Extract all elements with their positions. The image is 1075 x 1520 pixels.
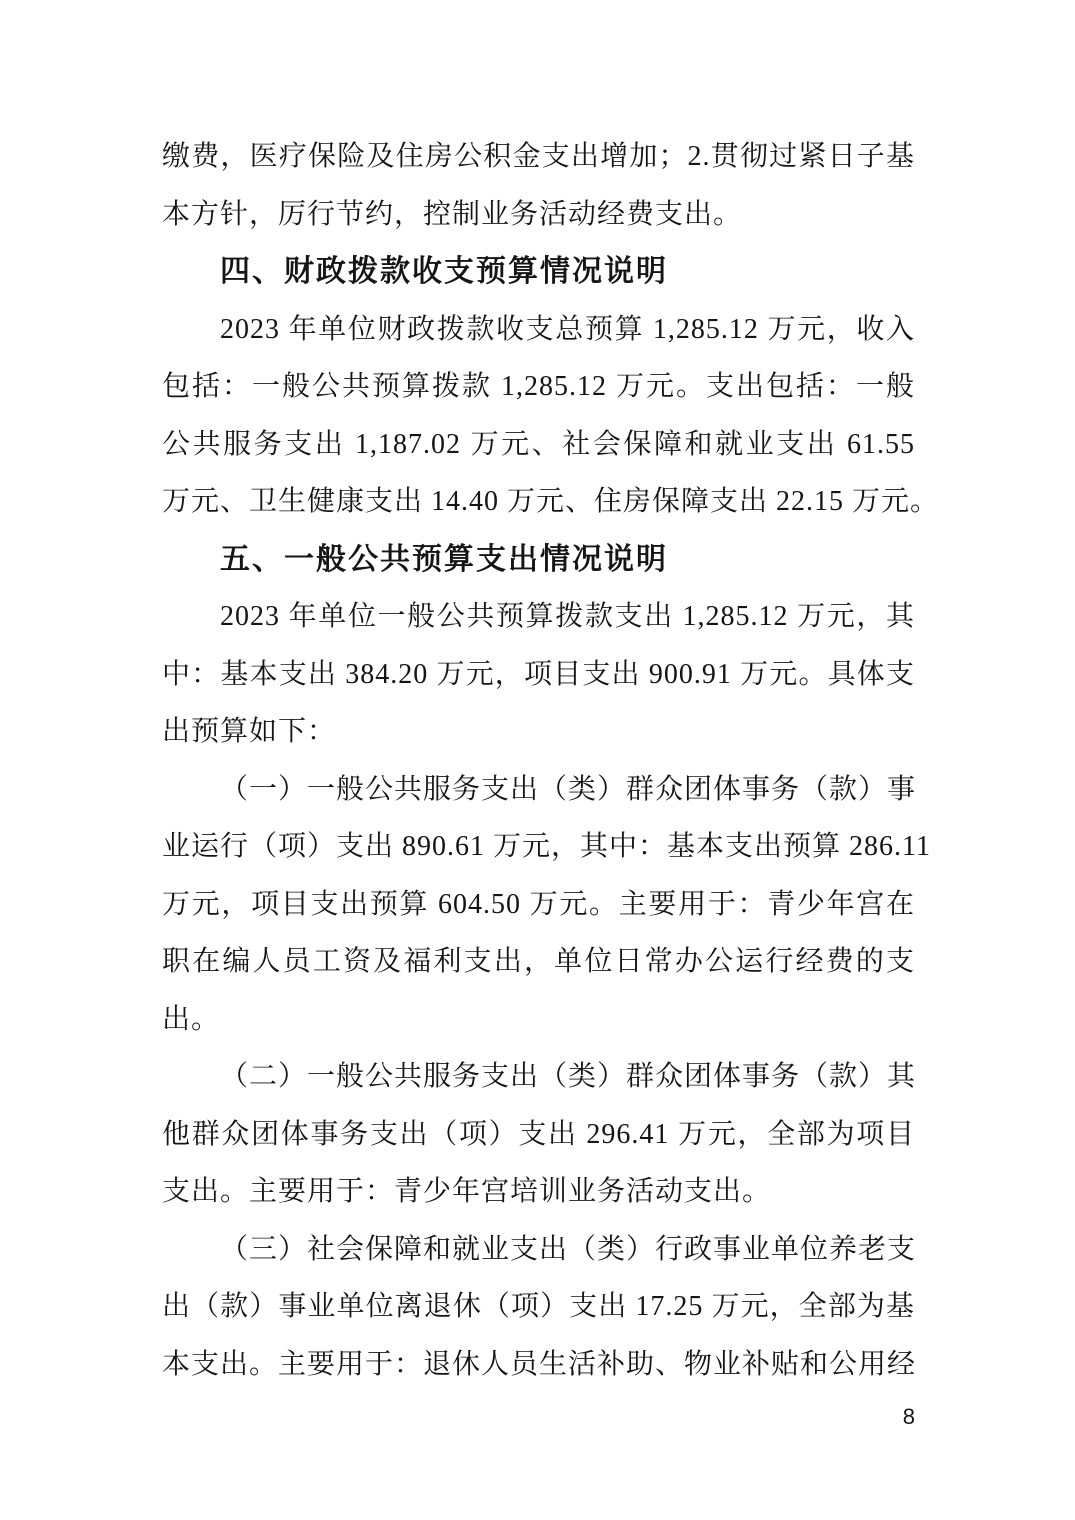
text-line: 万元，项目支出预算 604.50 万元。主要用于：青少年宫在 (162, 888, 915, 920)
page-number: 8 (902, 1404, 915, 1429)
document-body (162, 128, 940, 1393)
text-line: 包括：一般公共预算拨款 1,285.12 万元。支出包括：一般 (162, 371, 915, 402)
text-line: 2023 年单位一般公共预算拨款支出 1,285.12 万元，其 (220, 601, 915, 632)
text-line: 中：基本支出 384.20 万元，项目支出 900.91 万元。具体支 (162, 658, 915, 690)
section-heading: 五、一般公共预算支出情况说明 (220, 542, 668, 576)
text-line: 2023 年单位财政拨款收支总预算 1,285.12 万元，收入 (220, 313, 915, 345)
text-line: 支出。主要用于：青少年宫培训业务活动支出。 (162, 1176, 772, 1207)
text-line: 出（款）事业单位离退休（项）支出 17.25 万元，全部为基 (162, 1291, 915, 1322)
text-line: 本支出。主要用于：退休人员生活补助、物业补贴和公用经 (162, 1348, 917, 1380)
text-line: 业运行（项）支出 890.61 万元，其中：基本支出预算 286.11 (162, 831, 931, 862)
text-line: 缴费，医疗保险及住房公积金支出增加；2.贯彻过紧日子基 (162, 141, 915, 172)
text-line: （二）一般公共服务支出（类）群众团体事务（款）其 (220, 1061, 917, 1092)
text-line: 他群众团体事务支出（项）支出 296.41 万元，全部为项目 (162, 1118, 915, 1150)
text-line: 职在编人员工资及福利支出，单位日常办公运行经费的支 (162, 946, 915, 977)
text-line: （一）一般公共服务支出（类）群众团体事务（款）事 (220, 773, 917, 805)
text-line: 万元、卫生健康支出 14.40 万元、住房保障支出 22.15 万元。 (162, 486, 940, 517)
text-line: （三）社会保障和就业支出（类）行政事业单位养老支 (220, 1233, 917, 1265)
text-line: 出。 (162, 1003, 221, 1035)
text-line: 本方针，厉行节约，控制业务活动经费支出。 (162, 198, 743, 230)
section-heading: 四、财政拨款收支预算情况说明 (220, 255, 668, 288)
text-line: 公共服务支出 1,187.02 万元、社会保障和就业支出 61.55 (162, 428, 915, 460)
text-line: 出预算如下： (162, 716, 337, 747)
